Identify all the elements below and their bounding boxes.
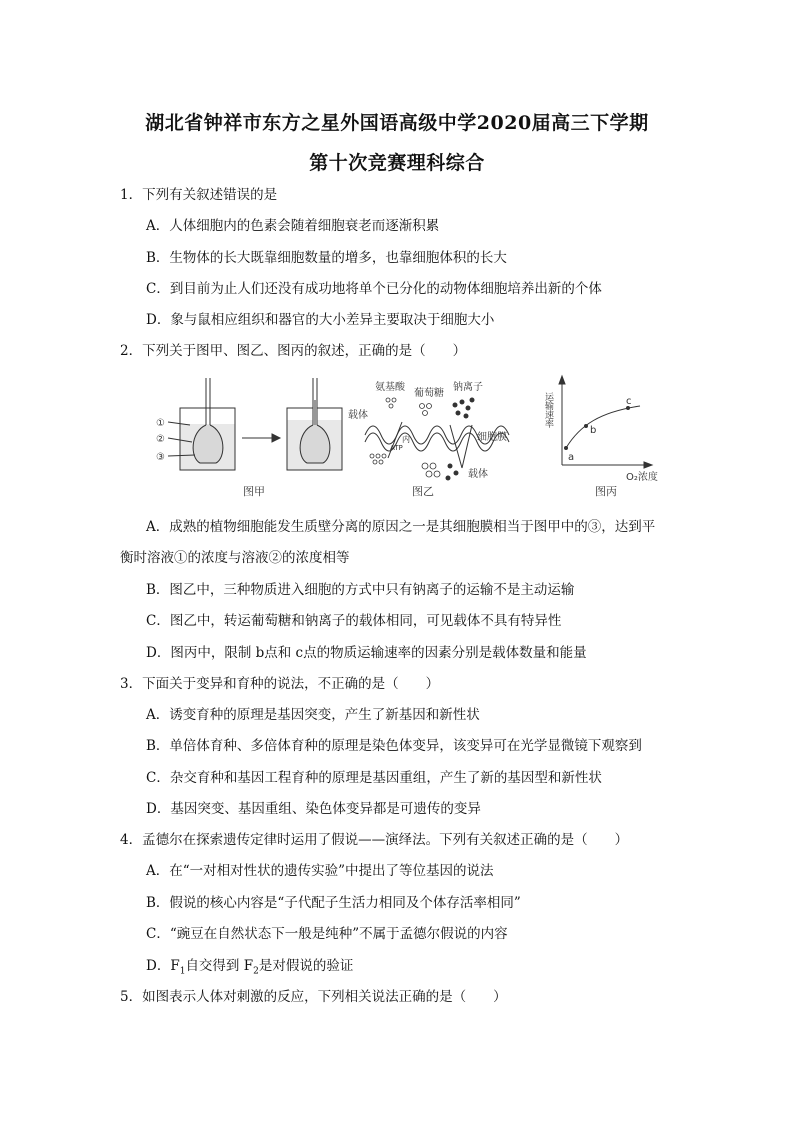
figure-yi <box>365 422 509 468</box>
figure-bing-caption: 图丙 <box>595 485 617 498</box>
page-title-line-1: 湖北省钟祥市东方之星外国语高级中学2020届高三下学期 <box>145 112 649 134</box>
carrier-left-label: 载体 <box>348 410 368 421</box>
x-axis-label: O₂浓度 <box>626 472 658 483</box>
figure-jia-caption: 图甲 <box>243 485 265 498</box>
question-3-option-d: D．基因突变、基因重组、染色体变异都是可遗传的变异 <box>146 801 481 817</box>
figure-jia <box>168 378 342 470</box>
figure-label-3: ③ <box>156 452 165 463</box>
question-4-option-b: B．假说的核心内容是“子代配子生活力相同及个体存活率相同” <box>146 895 521 911</box>
point-c-label: c <box>626 396 632 407</box>
figure-label-2: ② <box>156 434 165 445</box>
membrane-label: 细胞膜 <box>477 432 507 443</box>
question-2-option-d: D．图丙中，限制 b点和 c点的物质运输速率的因素分别是载体数量和能量 <box>146 645 587 661</box>
question-4-option-a: A．在“一对相对性状的遗传实验”中提出了等位基因的说法 <box>146 863 494 879</box>
question-3-option-c: C．杂交育种和基因工程育种的原理是基因重组，产生了新的基因型和新性状 <box>146 770 602 786</box>
carrier-right-label: 载体 <box>468 469 488 480</box>
amino-acid-label: 氨基酸 <box>375 382 405 393</box>
question-2-figure <box>150 370 670 505</box>
amino-acid-molecules <box>370 398 396 464</box>
y-axis-label: 运输速率 <box>543 392 553 428</box>
option-d-prefix: D．F <box>146 958 180 974</box>
question-2-option-a: A．成熟的植物细胞能发生质壁分离的原因之一是其细胞膜相当于图甲中的③，达到平 <box>146 519 656 535</box>
question-4-stem: 4．孟德尔在探索遗传定律时运用了假说——演绎法。下列有关叙述正确的是（ ） <box>120 832 629 848</box>
point-b-label: b <box>590 425 597 436</box>
option-d-suffix: 是对假说的验证 <box>258 958 354 974</box>
curve-points <box>564 406 630 450</box>
option-d-sub-1: 1 <box>179 966 186 977</box>
question-1-option-c: C．到目前为止人们还没有成功地将单个已分化的动物体细胞培养出新的个体 <box>146 281 602 297</box>
question-1-option-b: B．生物体的长大既靠细胞数量的增多，也靠细胞体积的长大 <box>146 250 507 266</box>
glucose-label: 葡萄糖 <box>414 388 444 399</box>
sodium-label: 钠离子 <box>453 382 483 393</box>
inner-label: 内 <box>402 435 410 444</box>
question-2-option-c: C．图乙中，转运葡萄糖和钠离子的载体相同，可见载体不具有特异性 <box>146 613 562 629</box>
atp-label: ATP <box>390 444 403 452</box>
question-4-option-c: C．“豌豆在自然状态下一般是纯种”不属于孟德尔假说的内容 <box>146 926 508 942</box>
question-2-option-a-continued: 衡时溶液①的浓度与溶液②的浓度相等 <box>120 550 350 566</box>
option-d-middle: 自交得到 F <box>185 958 254 974</box>
figure-yi-caption: 图乙 <box>412 485 434 498</box>
question-3-stem: 3．下面关于变异和育种的说法，不正确的是（ ） <box>120 676 440 692</box>
figure-label-1: ① <box>156 418 165 429</box>
question-5-stem: 5．如图表示人体对刺激的反应，下列相关说法正确的是（ ） <box>120 989 507 1005</box>
question-2-stem: 2．下列关于图甲、图乙、图丙的叙述，正确的是（ ） <box>120 343 467 359</box>
question-2-option-b: B．图乙中，三种物质进入细胞的方式中只有钠离子的运输不是主动运输 <box>146 582 575 598</box>
question-1-stem: 1．下列有关叙述错误的是 <box>120 187 278 203</box>
question-1-option-d: D．象与鼠相应组织和器官的大小差异主要取决于细胞大小 <box>146 312 495 328</box>
question-4-option-d <box>146 957 353 981</box>
question-3-option-a: A．诱变育种的原理是基因突变，产生了新基因和新性状 <box>146 707 480 723</box>
question-3-option-b: B．单倍体育种、多倍体育种的原理是染色体变异，该变异可在光学显微镜下观察到 <box>146 738 642 754</box>
option-d-sub-2: 2 <box>253 966 259 977</box>
question-1-option-a: A．人体细胞内的色素会随着细胞衰老而逐渐积累 <box>146 218 440 234</box>
point-a-label: a <box>568 452 575 463</box>
page-title-line-2: 第十次竞赛理科综合 <box>309 152 485 174</box>
